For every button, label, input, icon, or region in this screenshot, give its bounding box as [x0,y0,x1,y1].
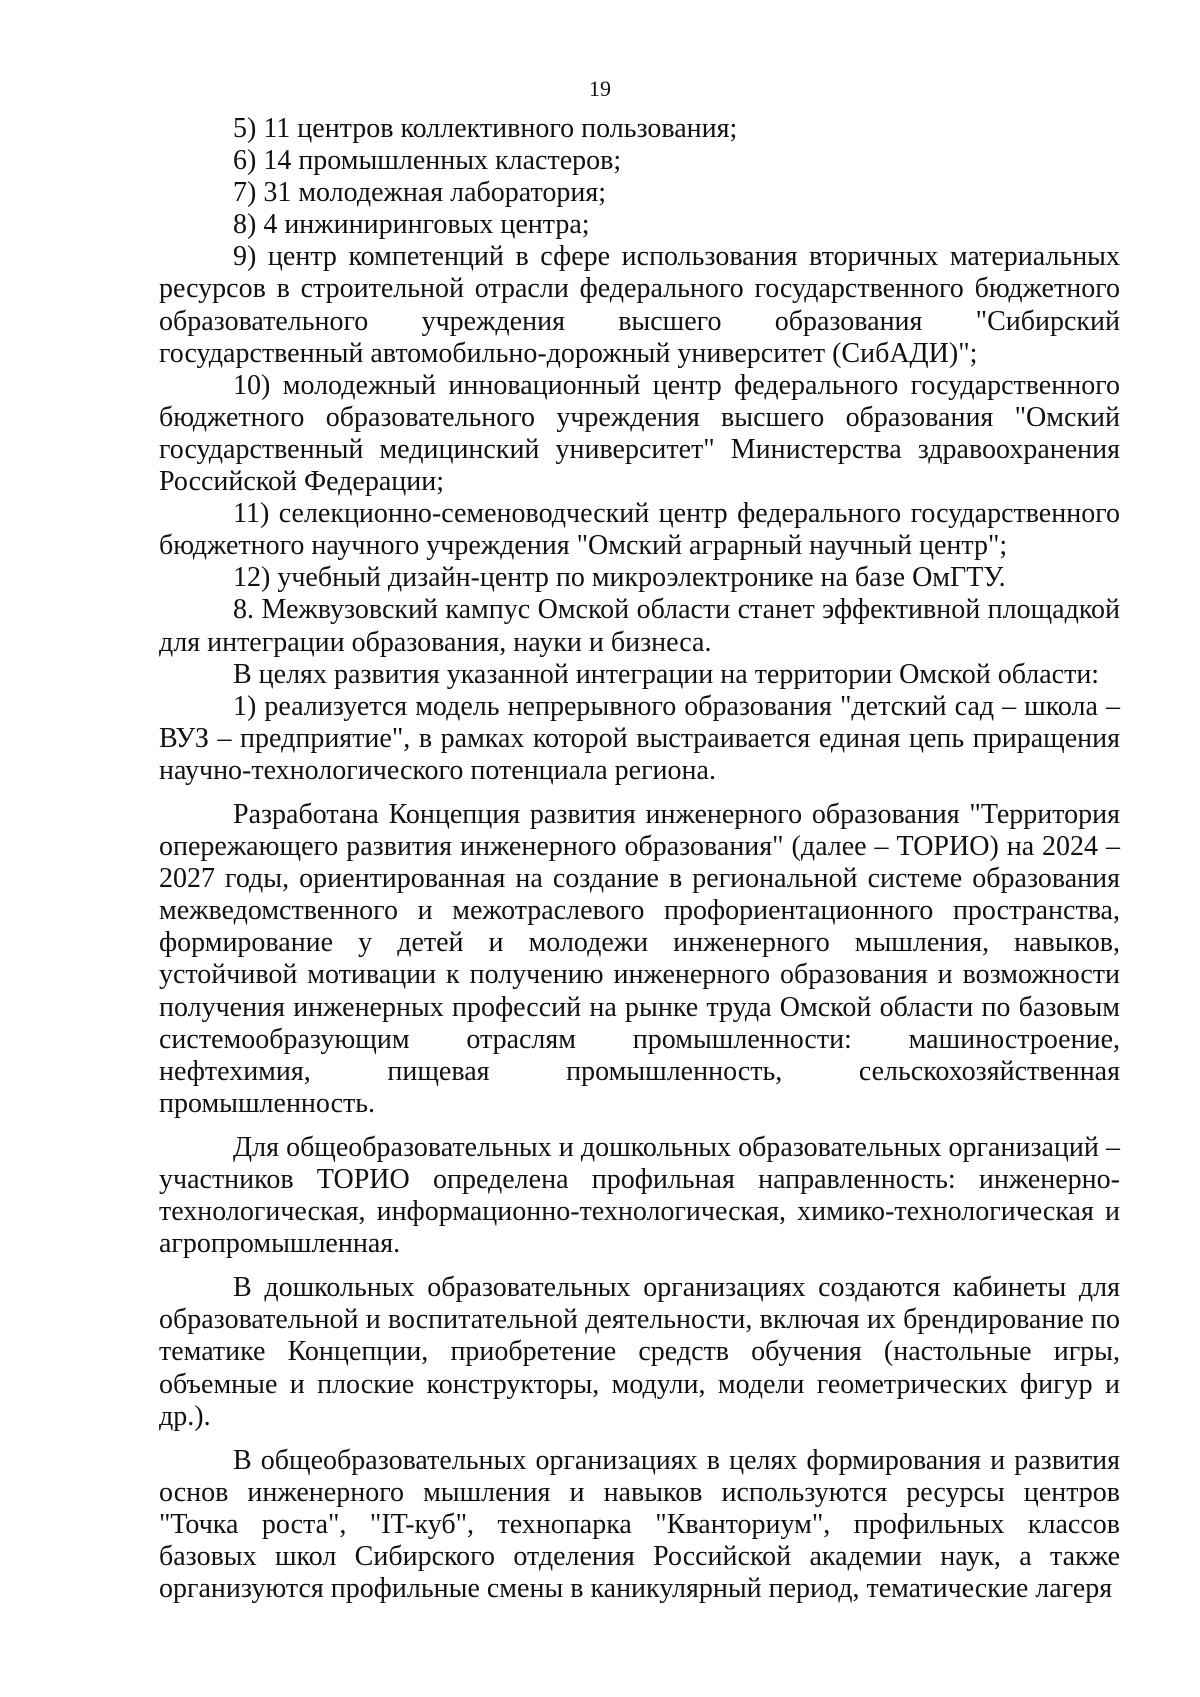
paragraph: Разработана Концепция развития инженерного образования "Территория опережающего развития инженерного образования" (далее – ТОРИО) на 2024 – 2027 годы, ориентированная на создание в региональной системе образования межведомственного и межотраслевого профориентационного пространства, формирование у детей и молодежи инженерного мышления, навыков, устойчивой мотивации к получению инженерного образования и возможности получения инженерных профессий на рынке труда Омской области по базовым системообразующим отраслям промышленности: машиностроение, нефтехимия, пищевая промышленность, сельскохозяйственная промышленность. [159,798,1120,1119]
page-number: 19 [589,76,611,101]
list-item: 7) 31 молодежная лаборатория; [233,177,607,209]
list-item: 12) учебный дизайн-центр по микроэлектронике на базе ОмГТУ. [233,562,1006,594]
list-item: 1) реализуется модель непрерывного образования "детский сад – школа – ВУЗ – предприятие", в рамках которой выстраивается единая цепь приращения научно-технологического потенциала региона. [159,690,1120,786]
list-item: 10) молодежный инновационный центр федерального государственного бюджетного образовательного учреждения высшего образования "Омский государственный медицинский университет" Министерства здравоохранения Российской Федерации; [159,369,1120,498]
list-item: 5) 11 центров коллективного пользования; [233,113,738,144]
list-item: 11) селекционно-семеноводческий центр федерального государственного бюджетного научного учреждения "Омский аграрный научный центр"; [159,498,1120,562]
list-item: 8) 4 инжиниринговых центра; [233,209,590,241]
paragraph: Для общеобразовательных и дошкольных образовательных организаций – участников ТОРИО определена профильная направленность: инженерно-технологическая, информационно-технологическая, химико-технологическая и агропромышленная. [159,1131,1120,1260]
paragraph: В целях развития указанной интеграции на территории Омской области: [233,658,1100,690]
document-body [159,113,1120,1605]
paragraph: В общеобразовательных организациях в целях формирования и развития основ инженерного мышления и навыков используются ресурсы центров "Точка роста", "IT-куб", технопарка "Кванториум", профильных классов базовых школ Сибирского отделения Российской академии наук, а также организуются профильные смены в каникулярный период, тематические лагеря [159,1444,1120,1605]
paragraph: В дошкольных образовательных организациях создаются кабинеты для образовательной и воспитательной деятельности, включая их брендирование по тематике Концепции, приобретение средств обучения (настольные игры, объемные и плоские конструкторы, модули, модели геометрических фигур и др.). [159,1272,1120,1432]
list-item: 9) центр компетенций в сфере использования вторичных материальных ресурсов в строительной отрасли федерального государственного бюджетного образовательного учреждения высшего образования "Сибирский государственный автомобильно-дорожный университет (СибАДИ)"; [159,241,1120,369]
list-item: 6) 14 промышленных кластеров; [233,145,622,177]
section-paragraph: 8. Межвузовский кампус Омской области станет эффективной площадкой для интеграции образования, науки и бизнеса. [159,594,1120,658]
